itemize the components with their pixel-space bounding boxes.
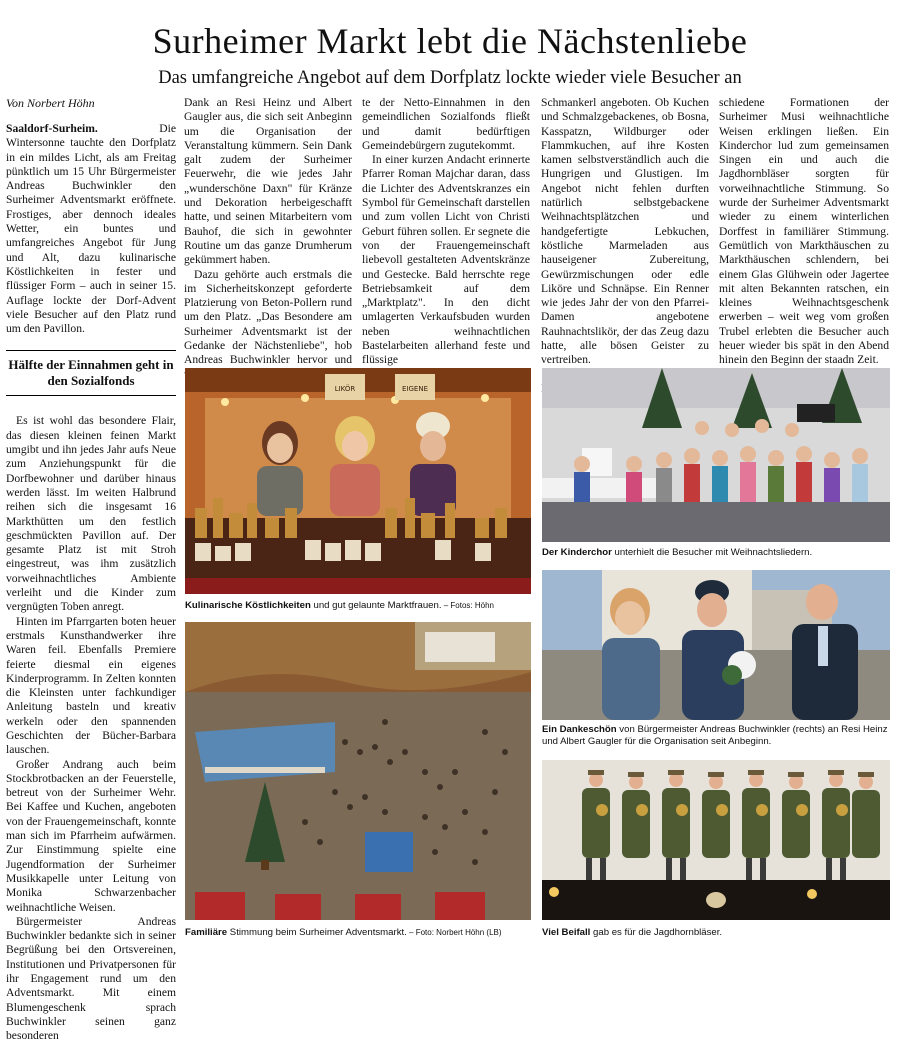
dankeschoen-photo [542,570,890,720]
paragraph: In einer kurzen Andacht erinnerte Pfarrer Roman Majchar daran, dass die Lichter des Adventskranzes ein Symbol für Gemeinschaft darstellen und zum vollen Licht von Christi Geburt führen sollen. Er segnete die von der Frauengemeinschaft liebevoll gestalteten Adventskränze und Gestecke. Bald herrschte rege Betriebsamkeit auf dem „Marktplatz". In den dicht umlagerten Verkaufsbuden wurden neben weihnachtlichen Bastelarbeiten allerhand feste und flüssige [362,153,530,367]
caption-bold: Familiäre [185,927,228,938]
caption-bold: Der Kinderchor [542,547,612,558]
caption-bold: Viel Beifall [542,927,591,938]
market-photo-caption [185,600,531,612]
column-1 [6,122,176,1044]
jagdhornblaeser-photo [542,760,890,920]
section-subhead: Hälfte der Einnahmen geht in den Sozialfonds [6,350,176,396]
caption-bold: Kulinarische Köstlichkeiten [185,600,311,611]
stall-sign-1: LIKÖR [334,385,356,393]
lead-paragraph [6,122,176,336]
caption-text: Stimmung beim Surheimer Adventsmarkt. [227,927,407,938]
caption-text: gab es für die Jagdhornbläser. [590,927,723,938]
column-3 [362,96,530,368]
aerial-photo-caption [185,927,531,939]
paragraph: te der Netto-Einnahmen in den gemeindlichen Sozialfonds fließt und damit bedürftigen Gemeindebürgern zugutekommt. [362,96,530,152]
horn-photo-caption [542,927,890,939]
caption-text: unterhielt die Besucher mit Weihnachtsliedern. [611,547,813,558]
paragraph: Schmankerl angeboten. Ob Kuchen und Schmalzgebackenes, ob Bosna, Kasspatzn, Wildburger oder Flammkuchen, auf ihre Kosten kamen selbstverständlich auch die Hungrigen und Glustigen. Im Angebot nicht fehlen durften natürlich selbstgebackene Weihnachtsplätzchen und handgefertigte Lebkuchen, köstliche Marmeladen aus hauseigener Zubereitung, Gewürzmischungen oder edle Liköre und Schnäpse. Ein Renner wie jedes Jahr der von den Pfarrei-Damen angebotene Rauhnachtslikör, der das Zeug dazu hatte, alle bösen Geister zu vertreiben. [541,96,709,367]
subheadline: Das umfangreiche Angebot auf dem Dorfplatz lockte wieder viele Besucher an [158,68,742,88]
paragraph: Dank an Resi Heinz und Albert Gaugler aus, die sich seit Anbeginn um die Organisation der Veranstaltung kümmern. Sein Dank galt zudem der Surheimer Feuerwehr, die wie jedes Jahr „wunderschöne Daxn" für Kränze und Dekoration herbeigeschafft hatte, und seinen Mitarbeitern vom Bauhof, die sich in gewohnter Routine um das ganze Drumherum gekümmert haben. [184,96,352,267]
paragraph: schiedene Formationen der Surheimer Musi weihnachtliche Weisen erklingen ließen. Ein Kinderchor lud zum gemeinsamen Singen ein und auch die Jagdhornbläser sorgten für vorweihnachtliche Stimmung. So wurde der Surheimer Adventsmarkt wieder zu einem winterlichen Dorffest in familiärer Stimmung. Gemütlich von Markthäuschen zu Markthäuschen schlendern, bei einem Glas Glühwein oder Jagertee mit alten Bekannten ratschen, ein kleines Weihnachtsgeschenk erwerben – weit weg vom großen Trubel erlebten die Besucher auch heuer wieder bis spät in den Abend hinein den Beginn der staadn Zeit. [719,96,889,367]
caption-text: von Bürgermeister Andreas Buchwinkler (rechts) an Resi Heinz und Albert Gaugler für die Organisation seit Anbeginn. [542,724,888,747]
caption-credit: – Fotos: Höhn [441,601,494,610]
market-stall-photo [185,368,531,594]
kinderchor-photo [542,368,890,542]
caption-bold: Ein Dankeschön [542,724,617,735]
paragraph: Bürgermeister Andreas Buchwinkler bedankte sich in seiner Begrüßung bei den Ortsvereinen, Institutionen und Privatpersonen für ihr Engagement rund um den Adventsmarkt. Mit einem Blumengeschenk sprach Buchwinkler seinen ganz besonderen [6,914,176,1043]
column-4 [541,96,709,396]
paragraph: Es ist wohl das besondere Flair, das diesen kleinen feinen Markt umgibt und ihn jedes Jahr aufs Neue zum Anziehungspunkt für die Dorfbewohner und darüber hinaus werden lässt. Im weiten Halbrund reihen sich die insgesamt 16 Markthütten um den festlich geschmückten Pavillon auf. Der gesamte Platz ist mit Stroh eingestreut, was ihm zusätzlich vorweihnachtliches Ambiente verleiht und die Kinder zum vergnügten Toben anregt. [6,414,176,614]
aerial-market-photo [185,622,531,920]
byline: Von Norbert Höhn [6,96,95,110]
paragraph: Großer Andrang auch beim Stockbrotbacken an der Feuerstelle, betreut von der Surheimer Wehr. Bei Kaffee und Kuchen, angeboten von der Frauengemeinschaft, konnte man sich im Pfarrheim aufwärmen. Zur Einstimmung spielte eine Jugendformation der Surheimer Musikkapelle unter Leitung von Monika Schwarzenbacher weihnachtliche Weisen. [6,757,176,914]
caption-credit: – Foto: Norbert Höhn (LB) [406,928,502,937]
column-2 [184,96,352,382]
lead-text: Die Wintersonne tauchte den Dorfplatz in ein mildes Licht, als am Freitag pünktlich um 15 Uhr Bürgermeister Andreas Buchwinkler den Surheimer Adventsmarkt eröffnete. Frostiges, aber dennoch ideales Wetter, ein buntes und umfangreiches Angebot für Jung und Alt, dazu kulinarische Köstlichkeiten in fester und flüssiger Form – auch in seiner 15. Auflage lockte der Dorf-Advent viele Besucher auf den Platz rund um den Pavillon. [6,122,176,336]
paragraph: Hinten im Pfarrgarten boten heuer erstmals Kunsthandwerker ihre Waren feil. Ebenfalls Premiere feierte diesmal ein eigenes Kinderprogramm. In Zelten konnten die Kleinsten unter fachkundiger Anleitung basteln und kreativ werkeln oder den spannenden Geschichten der Bücher-Barbara lauschen. [6,614,176,757]
thanks-photo-caption [542,724,890,748]
lead-place: Saaldorf-Surheim. [6,122,98,135]
caption-text: und gut gelaunte Marktfrauen. [310,600,442,611]
paragraph: Dazu gehörte auch erstmals die im Sicherheitskonzept geforderte Platzierung von Beton-Pollern rund um den Platz. „Das Besondere am Surheimer Adventsmarkt ist der Gedanke der Nächstenliebe", hob Andreas Buchwinkler hervor und [184,267,352,367]
choir-photo-caption [542,547,890,559]
column-5 [719,96,889,368]
stall-sign-2: EIGENE [402,385,428,393]
headline: Surheimer Markt lebt die Nächstenliebe [152,21,748,61]
